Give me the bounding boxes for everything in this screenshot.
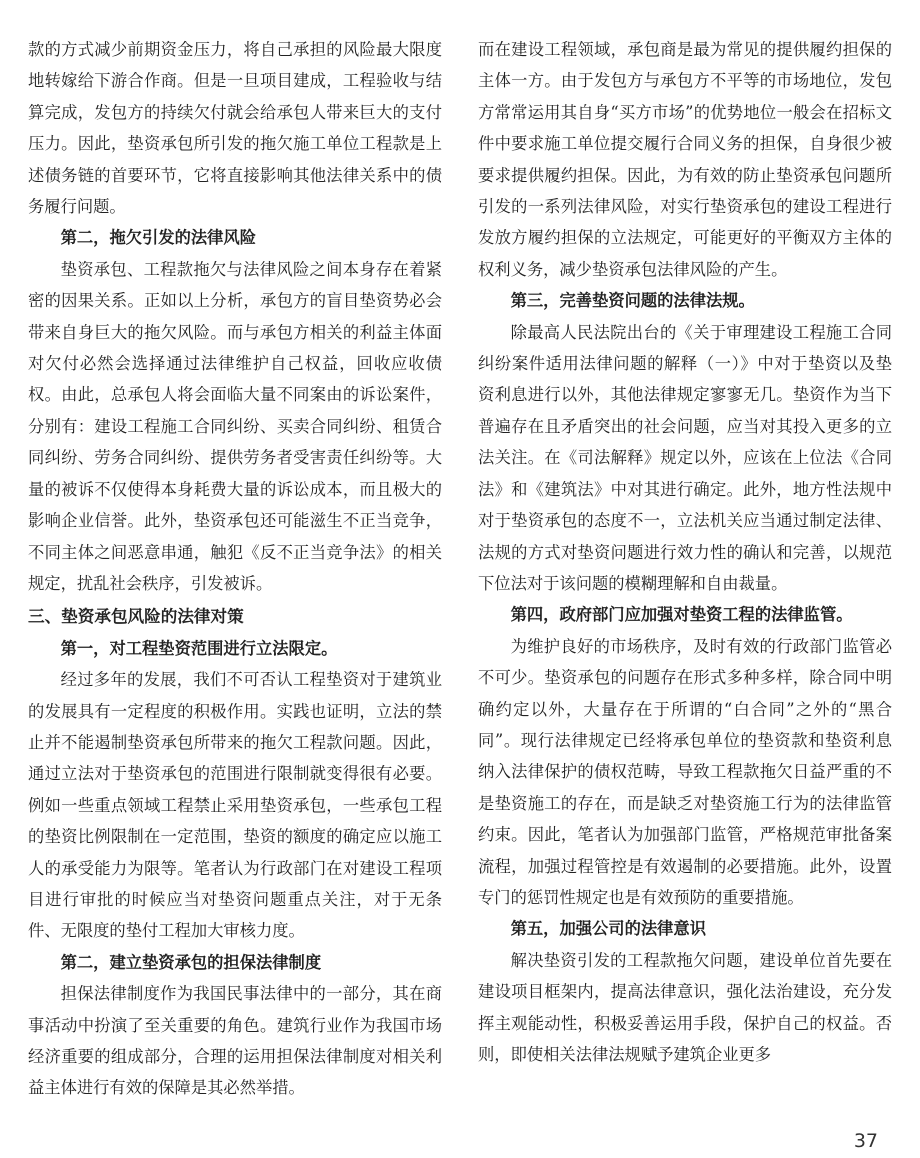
- paragraph-legal-risk-2: 垫资承包、工程款拖欠与法律风险之间本身存在着紧密的因果关系。正如以上分析，承包方的盲目垫资势必会带来自身巨大的拖欠风险。而与承包方相关的利益主体面对欠付必然会选择通过法律维护自己权益，回收应收债权。由此，总承包人将会面临大量不同案由的诉讼案件，分别有：建设工程施工合同纠纷、买卖合同纠纷、租赁合同纠纷、劳务合同纠纷、提供劳务者受害责任纠纷等。大量的被诉不仅使得本身耗费大量的诉讼成本，而且极大的影响企业信誉。此外，垫资承包还可能滋生不正当竞争，不同主体之间恶意串通，触犯《反不正当竞争法》的相关规定，扰乱社会秩序，引发被诉。: [28, 259, 442, 593]
- paragraph-measure-3: 除最高人民法院出台的《关于审理建设工程施工合同纠纷案件适用法律问题的解释（一）》中对于垫资以及垫资利息进行以外，其他法律规定寥寥无几。垫资作为当下普遍存在且矛盾突出的社会问题，应当对其投入更多的立法关注。在《司法解释》规定以外，应该在上位法《合同法》和《建筑法》中对其进行确定。此外，地方性法规中对于垫资承包的态度不一，立法机关应当通过制定法律、法规的方式对垫资问题进行效力性的确认和完善，以规范下位法对于该问题的模糊理解和自由裁量。: [478, 322, 892, 593]
- subheading-measure-1: 第一，对工程垫资范围进行立法限定。: [60, 638, 338, 658]
- subheading-measure-3: 第三，完善垫资问题的法律法规。: [510, 291, 755, 311]
- section-heading: 三、垫资承包风险的法律对策: [28, 607, 244, 627]
- paragraph-intro: 款的方式减少前期资金压力，将自己承担的风险最大限度地转嫁给下游合作商。但是一旦项目建成，工程验收与结算完成，发包方的持续欠付就会给承包人带来巨大的支付压力。因此，垫资承包所引发的拖欠施工单位工程款是上述债务链的首要环节，它将直接影响其他法律关系中的债务履行问题。: [28, 40, 442, 217]
- paragraph-measure-5: 解决垫资引发的工程款拖欠问题，建设单位首先要在建设项目框架内，提高法律意识，强化法治建设，充分发挥主观能动性，积极妥善运用手段，保护自己的权益。否则，即使相关法律法规赋予建筑企业更多: [478, 950, 892, 1064]
- page-number: 37: [853, 1130, 878, 1152]
- right-column: [478, 34, 892, 1070]
- paragraph-measure-2-continued: 而在建设工程领域，承包商是最为常见的提供履约担保的主体一方。由于发包方与承包方不平等的市场地位，发包方常常运用其自身“买方市场”的优势地位一般会在招标文件中要求施工单位提交履行合同义务的担保，自身很少被要求提供履约担保。因此，为有效的防止垫资承包问题所引发的一系列法律风险，对实行垫资承包的建设工程进行发放方履约担保的立法规定，可能更好的平衡双方主体的权利义务，减少垫资承包法律风险的产生。: [478, 40, 892, 279]
- subheading-measure-5: 第五，加强公司的法律意识: [510, 919, 706, 939]
- left-column: [28, 34, 442, 1104]
- subheading-legal-risk-2: 第二，拖欠引发的法律风险: [60, 228, 256, 248]
- paragraph-measure-4: 为维护良好的市场秩序，及时有效的行政部门监管必不可少。垫资承包的问题存在形式多种多样，除合同中明确约定以外，大量存在于所谓的“白合同”之外的“黑合同”。现行法律规定已经将承包单位的垫资款和垫资利息纳入法律保护的债权范畴，导致工程款拖欠日益严重的不是垫资施工的存在，而是缺乏对垫资施工行为的法律监管约束。因此，笔者认为加强部门监管，严格规范审批备案流程，加强过程管控是有效遏制的必要措施。此外，设置专门的惩罚性规定也是有效预防的重要措施。: [478, 636, 892, 907]
- subheading-measure-4: 第四，政府部门应加强对垫资工程的法律监管。: [510, 605, 853, 625]
- paragraph-measure-2: 担保法律制度作为我国民事法律中的一部分，其在商事活动中扮演了至关重要的角色。建筑行业作为我国市场经济重要的组成部分，合理的运用担保法律制度对相关利益主体进行有效的保障是其必然举措。: [28, 984, 442, 1098]
- paragraph-measure-1: 经过多年的发展，我们不可否认工程垫资对于建筑业的发展具有一定程度的积极作用。实践也证明，立法的禁止并不能遏制垫资承包所带来的拖欠工程款问题。因此，通过立法对于垫资承包的范围进行限制就变得很有必要。例如一些重点领域工程禁止采用垫资承包，一些承包工程的垫资比例限制在一定范围，垫资的额度的确定应以施工人的承受能力为限等。笔者认为行政部门在对建设工程项目进行审批的时候应当对垫资问题重点关注，对于无条件、无限度的垫付工程加大审核力度。: [28, 670, 442, 941]
- subheading-measure-2: 第二，建立垫资承包的担保法律制度: [60, 952, 322, 972]
